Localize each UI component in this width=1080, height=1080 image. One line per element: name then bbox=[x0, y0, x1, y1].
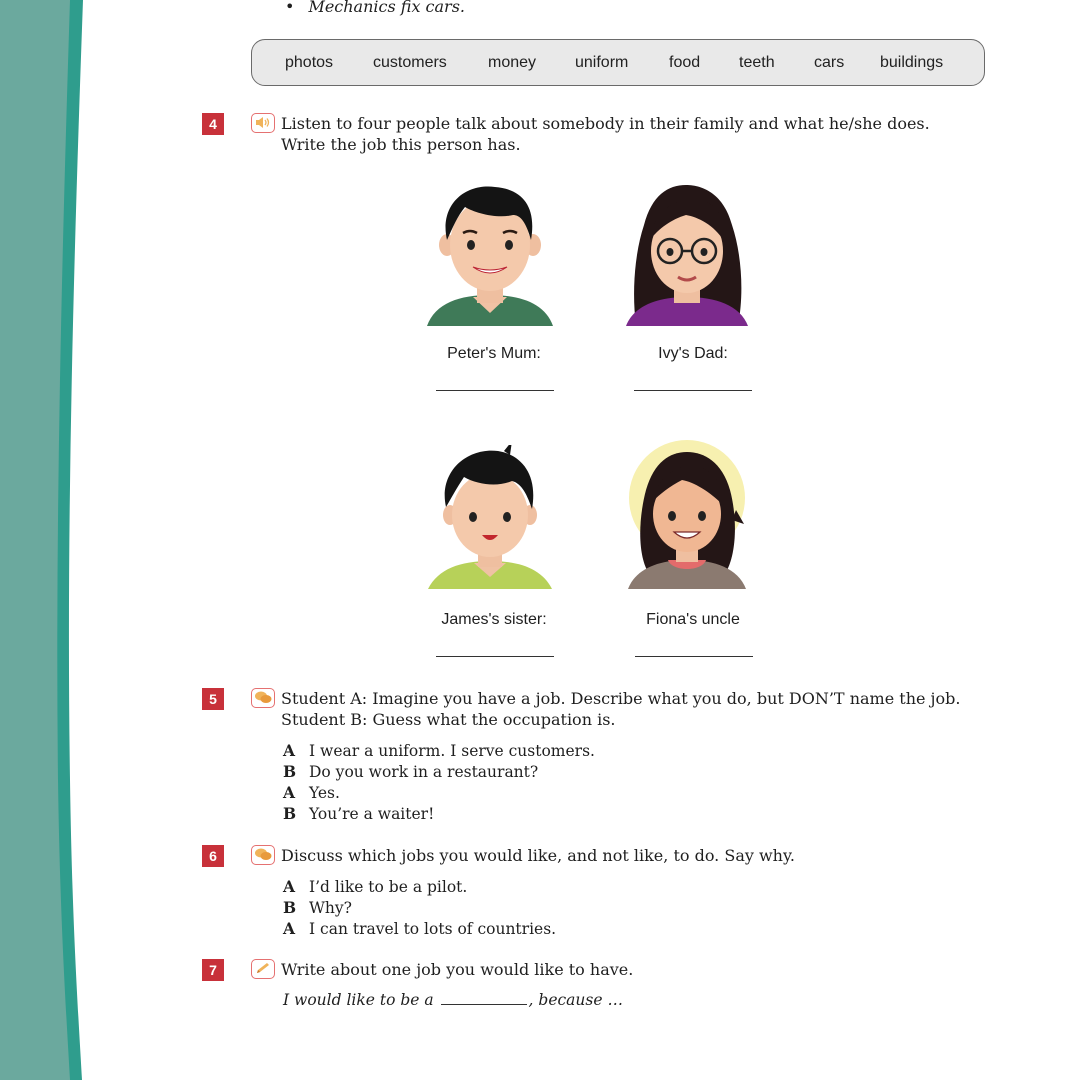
exercise-6-number: 6 bbox=[202, 845, 224, 867]
word-photos: photos bbox=[285, 54, 334, 71]
dialogue-line: A I can travel to lots of countries. bbox=[283, 919, 557, 938]
word-teeth: teeth bbox=[739, 54, 775, 71]
exercise-5-instruction-line1: Student A: Imagine you have a job. Describe what you do, but DON’T name the job. bbox=[281, 689, 961, 708]
exercise-5-instruction-line2: Student B: Guess what the occupation is. bbox=[281, 710, 616, 729]
speaking-icon bbox=[251, 845, 275, 865]
exercise-4-instruction-line2: Write the job this person has. bbox=[281, 135, 521, 154]
dialogue-line: B Why? bbox=[283, 898, 352, 917]
exercise-4-instruction-line1: Listen to four people talk about somebody in their family and what he/she does. bbox=[281, 114, 930, 133]
avatar-peters-mum bbox=[425, 185, 555, 327]
word-food: food bbox=[669, 54, 701, 71]
word-uniform: uniform bbox=[575, 54, 629, 71]
exercise-6-instruction: Discuss which jobs you would like, and not like, to do. Say why. bbox=[281, 846, 795, 865]
answer-line-fionas-uncle[interactable] bbox=[635, 656, 753, 657]
exercise-4-number: 4 bbox=[202, 113, 224, 135]
caption-james-sister: James's sister: bbox=[441, 611, 547, 628]
caption-fionas-uncle: Fiona's uncle bbox=[646, 611, 740, 628]
answer-line-james-sister[interactable] bbox=[436, 656, 554, 657]
example-bullet: • Mechanics fix cars. bbox=[285, 0, 465, 16]
audio-icon[interactable] bbox=[251, 113, 275, 133]
writing-pencil-icon bbox=[251, 959, 275, 979]
answer-line-peters-mum[interactable] bbox=[436, 390, 554, 391]
answer-line-ivys-dad[interactable] bbox=[634, 390, 752, 391]
caption-ivys-dad: Ivy's Dad: bbox=[658, 345, 728, 362]
avatar-james-sister bbox=[428, 445, 552, 590]
word-money: money bbox=[488, 54, 537, 71]
dialogue-line: A I wear a uniform. I serve customers. bbox=[283, 741, 595, 760]
dialogue-line: A Yes. bbox=[283, 783, 340, 802]
avatar-ivys-dad bbox=[624, 185, 750, 327]
word-buildings: buildings bbox=[880, 54, 944, 71]
avatar-fionas-uncle bbox=[624, 440, 750, 590]
word-customers: customers bbox=[373, 54, 447, 71]
dialogue-line: B You’re a waiter! bbox=[283, 804, 435, 823]
caption-peters-mum: Peter's Mum: bbox=[447, 345, 541, 362]
dialogue-line: A I’d like to be a pilot. bbox=[283, 877, 468, 896]
speaking-icon bbox=[251, 688, 275, 708]
page-sidebar-decoration bbox=[0, 0, 90, 1080]
dialogue-line: B Do you work in a restaurant? bbox=[283, 762, 539, 781]
exercise-7-number: 7 bbox=[202, 959, 224, 981]
exercise-5-number: 5 bbox=[202, 688, 224, 710]
word-box bbox=[251, 39, 985, 86]
exercise-7-instruction: Write about one job you would like to have. bbox=[281, 960, 634, 979]
word-cars: cars bbox=[814, 54, 845, 71]
writing-prompt: I would like to be a , because … bbox=[283, 991, 623, 1009]
fill-in-blank[interactable] bbox=[441, 990, 527, 1005]
